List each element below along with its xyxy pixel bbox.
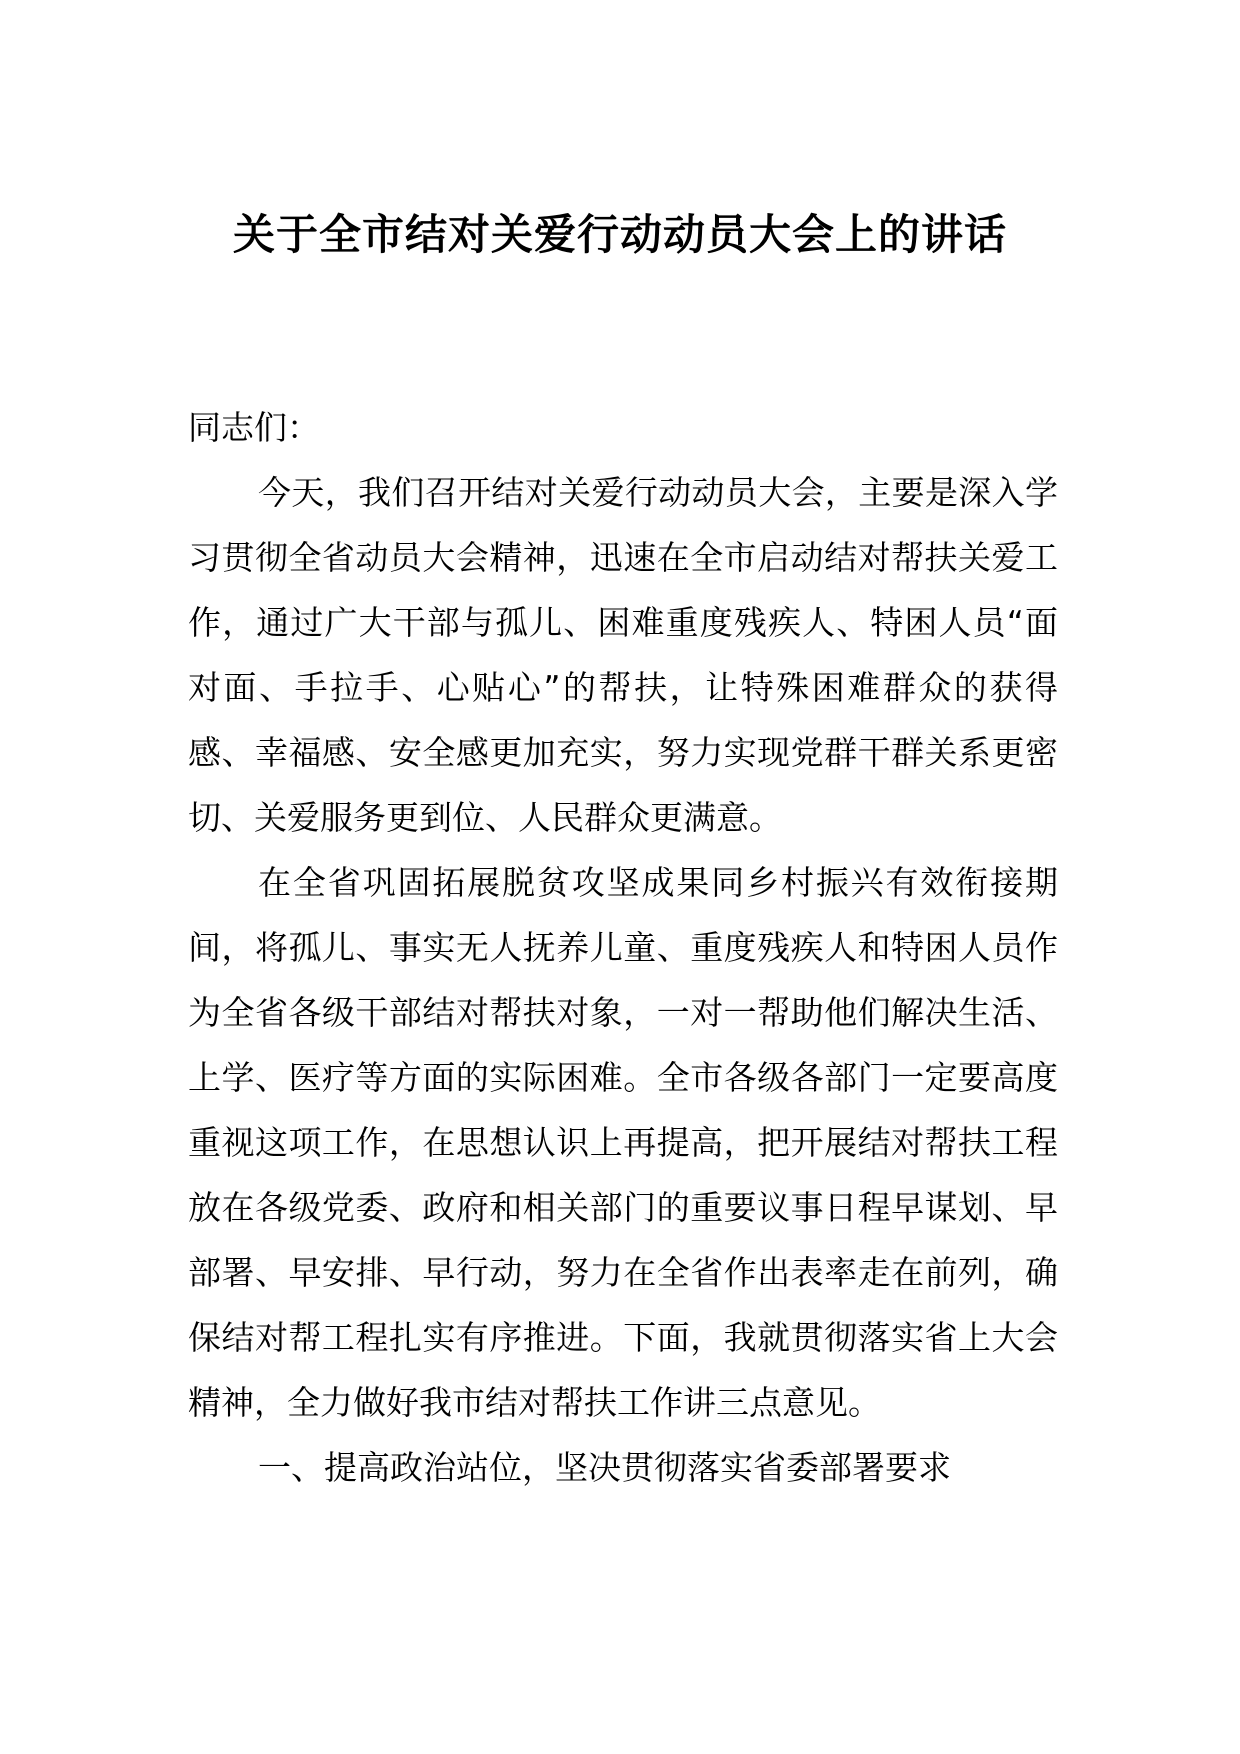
document-title: 关于全市结对关爱行动动员大会上的讲话 — [232, 210, 1007, 259]
salutation: 同志们： — [188, 408, 320, 447]
paragraph-2: 在全省巩固拓展脱贫攻坚成果同乡村振兴有效衔接期间，将孤儿、事实无人抚养儿童、重度残疾人和特困人员作为全省各级干部结对帮扶对象，一对一帮助他们解决生活、上学、医疗等方面的实际困难。全市各级各部门一定要高度重视这项工作，在思想认识上再提高，把开展结对帮扶工程放在各级党委、政府和相关部门的重要议事日程早谋划、早部署、早安排、早行动，努力在全省作出表率走在前列，确保结对帮工程扎实有序推进。下面，我就贯彻落实省上大会精神，全力做好我市结对帮扶工作讲三点意见。 — [188, 863, 1058, 1422]
paragraph-1: 今天，我们召开结对关爱行动动员大会，主要是深入学习贯彻全省动员大会精神，迅速在全市启动结对帮扶关爱工作，通过广大干部与孤儿、困难重度残疾人、特困人员“面对面、手拉手、心贴心”的帮扶，让特殊困难群众的获得感、幸福感、安全感更加充实，努力实现党群干群关系更密切、关爱服务更到位、人民群众更满意。 — [188, 473, 1058, 837]
section-heading: 一、提高政治站位，坚决贯彻落实省委部署要求 — [258, 1448, 951, 1487]
document-body — [188, 395, 1058, 1500]
